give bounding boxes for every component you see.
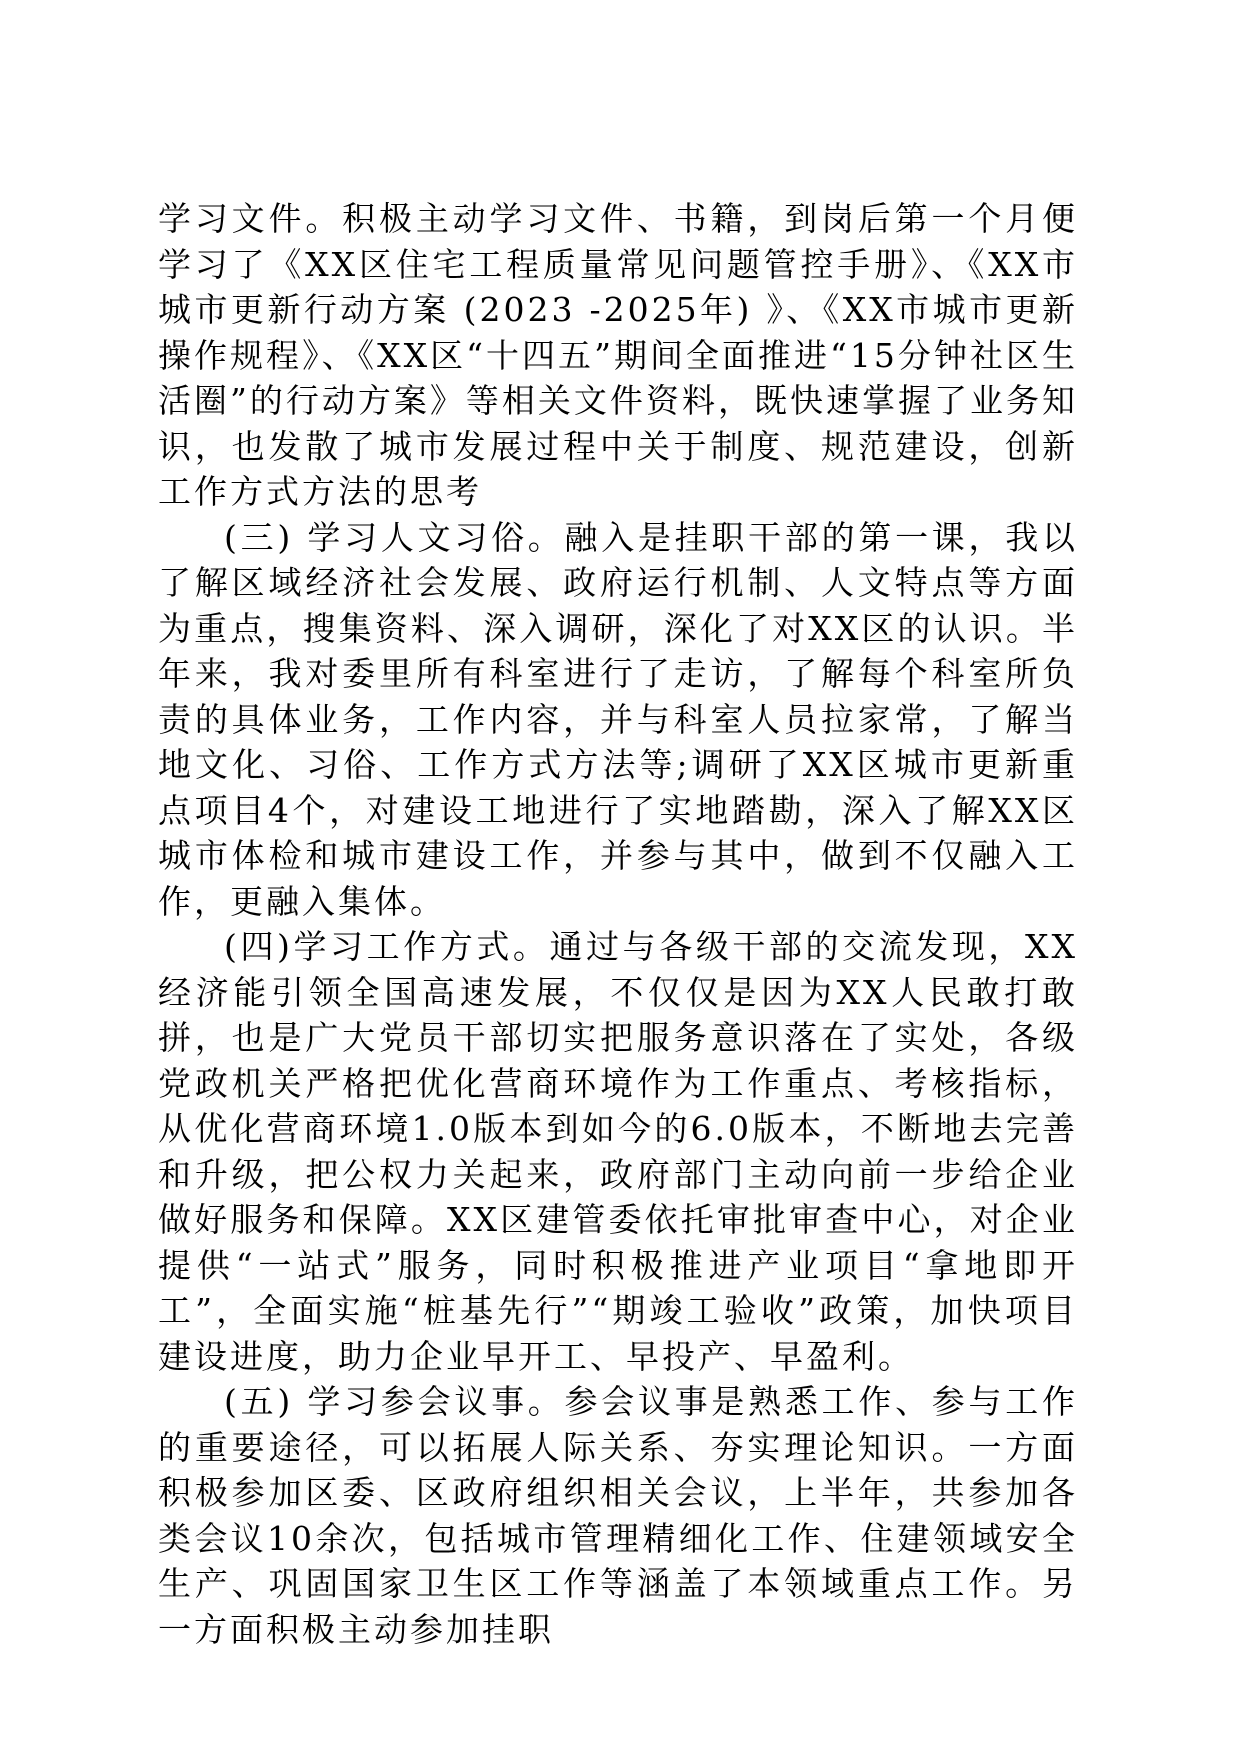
document-body [158,196,1078,1652]
paragraph-study-culture: (三) 学习人文习俗。融入是挂职干部的第一课，我以了解区域经济社会发展、政府运行机制、人文特点等方面为重点，搜集资料、深入调研，深化了对XX区的认识。半年来，我对委里所有科室进行了走访，了解每个科室所负责的具体业务，工作内容，并与科室人员拉家常，了解当地文化、习俗、工作方式方法等;调研了XX区城市更新重点项目4个，对建设工地进行了实地踏勘，深入了解XX区城市体检和城市建设工作，并参与其中，做到不仅融入工作，更融入集体。 [158,517,1078,921]
paragraph-study-work-methods: (四)学习工作方式。通过与各级干部的交流发现，XX经济能引领全国高速发展，不仅仅是因为XX人民敢打敢拼，也是广大党员干部切实把服务意识落在了实处，各级党政机关严格把优化营商环境作为工作重点、考核指标，从优化营商环境1.0版本到如今的6.0版本，不断地去完善和升级，把公权力关起来，政府部门主动向前一步给企业做好服务和保障。XX区建管委依托审批审查中心，对企业提供“一站式”服务，同时积极推进产业项目“拿地即开工”，全面实施“桩基先行”“期竣工验收”政策，加快项目建设进度，助力企业早开工、早投产、早盈利。 [158,927,1078,1376]
paragraph-study-documents: 学习文件。积极主动学习文件、书籍，到岗后第一个月便学习了《XX区住宅工程质量常见问题管控手册》、《XX市城市更新行动方案 (2023 -2025年) 》、《XX市城市更新操作规程》、《XX区“十四五”期间全面推进“15分钟社区生活圈”的行动方案》等相关文件资料，既快速掌握了业务知识，也发散了城市发展过程中关于制度、规范建设，创新工作方式方法的思考 [158,199,1078,511]
paragraph-study-meetings: (五) 学习参会议事。参会议事是熟悉工作、参与工作的重要途径，可以拓展人际关系、夯实理论知识。一方面积极参加区委、区政府组织相关会议，上半年，共参加各类会议10余次，包括城市管理精细化工作、住建领域安全生产、巩固国家卫生区工作等涵盖了本领域重点工作。另一方面积极主动参加挂职 [158,1382,1078,1649]
